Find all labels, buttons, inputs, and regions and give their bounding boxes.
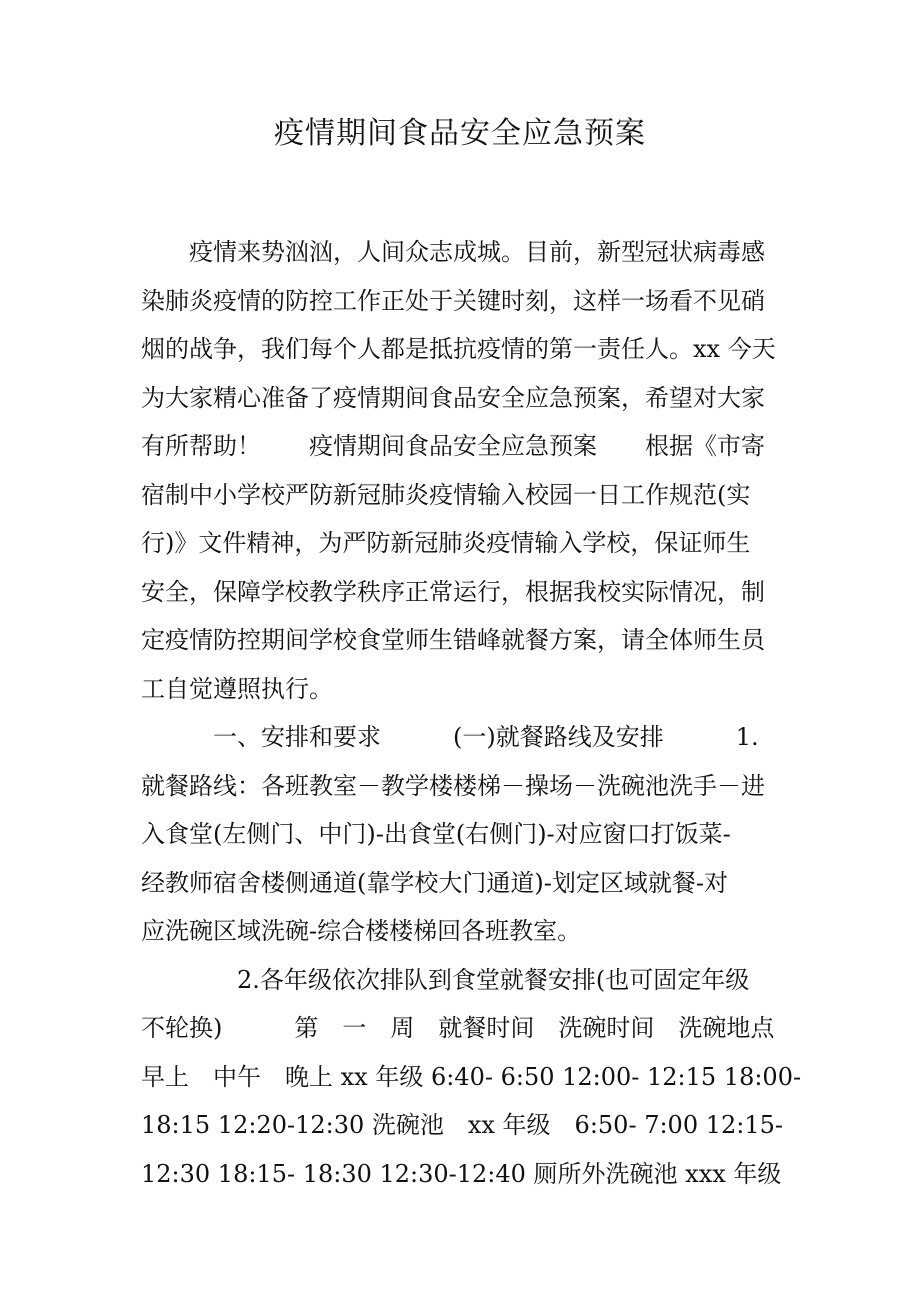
paragraph-line: 烟的战争，我们每个人都是抵抗疫情的第一责任人。xx 今天 bbox=[141, 335, 776, 363]
paragraph-line: 工自觉遵照执行。 bbox=[141, 674, 333, 703]
paragraph-line: 有所帮助！ 疫情期间食品安全应急预案 根据《市寄 bbox=[141, 432, 765, 460]
paragraph-line: 行)》文件精神，为严防新冠肺炎疫情输入学校，保证师生 bbox=[141, 529, 751, 557]
paragraph-line: 疫情来势汹汹，人间众志成城。目前，新型冠状病毒感 bbox=[141, 238, 765, 266]
paragraph-line: 经教师宿舍楼侧通道(靠学校大门通道)-划定区域就餐-对 bbox=[141, 868, 728, 897]
schedule-line: 不轮换) 第 一 周 就餐时间 洗碗时间 洗碗地点 bbox=[141, 1014, 775, 1042]
paragraph-line: 安全，保障学校教学秩序正常运行，根据我校实际情况，制 bbox=[141, 577, 765, 606]
document-body bbox=[141, 228, 802, 1198]
paragraph-line: 宿制中小学校严防新冠肺炎疫情输入校园一日工作规范(实 bbox=[141, 480, 751, 509]
paragraph-line: 2.各年级依次排队到食堂就餐安排(也可固定年级 bbox=[141, 965, 750, 994]
paragraph-line: 定疫情防控期间学校食堂师生错峰就餐方案，请全体师生员 bbox=[141, 626, 765, 654]
document-title: 疫情期间食品安全应急预案 bbox=[274, 116, 646, 151]
paragraph-line: 为大家精心准备了疫情期间食品安全应急预案，希望对大家 bbox=[141, 383, 765, 412]
paragraph-line: 应洗碗区域洗碗-综合楼楼梯回各班教室。 bbox=[141, 917, 582, 945]
schedule-line: 12:30 18:15- 18:30 12:30-12:40 厕所外洗碗池 xxx 年级 bbox=[141, 1159, 782, 1188]
paragraph-line: 入食堂(左侧门、中门)-出食堂(右侧门)-对应窗口打饭菜- bbox=[141, 820, 731, 848]
section-heading-line: 一、安排和要求 (一)就餐路线及安排 1. bbox=[141, 723, 759, 751]
schedule-line: 早上 中午 晚上 xx 年级 6:40- 6:50 12:00- 12:15 18:00- bbox=[141, 1062, 802, 1091]
paragraph-line: 染肺炎疫情的防控工作正处于关键时刻，这样一场看不见硝 bbox=[141, 286, 765, 315]
paragraph-line: 就餐路线：各班教室－教学楼楼梯－操场－洗碗池洗手－进 bbox=[141, 771, 765, 800]
schedule-line: 18:15 12:20-12:30 洗碗池 xx 年级 6:50- 7:00 12:15- bbox=[141, 1111, 783, 1139]
